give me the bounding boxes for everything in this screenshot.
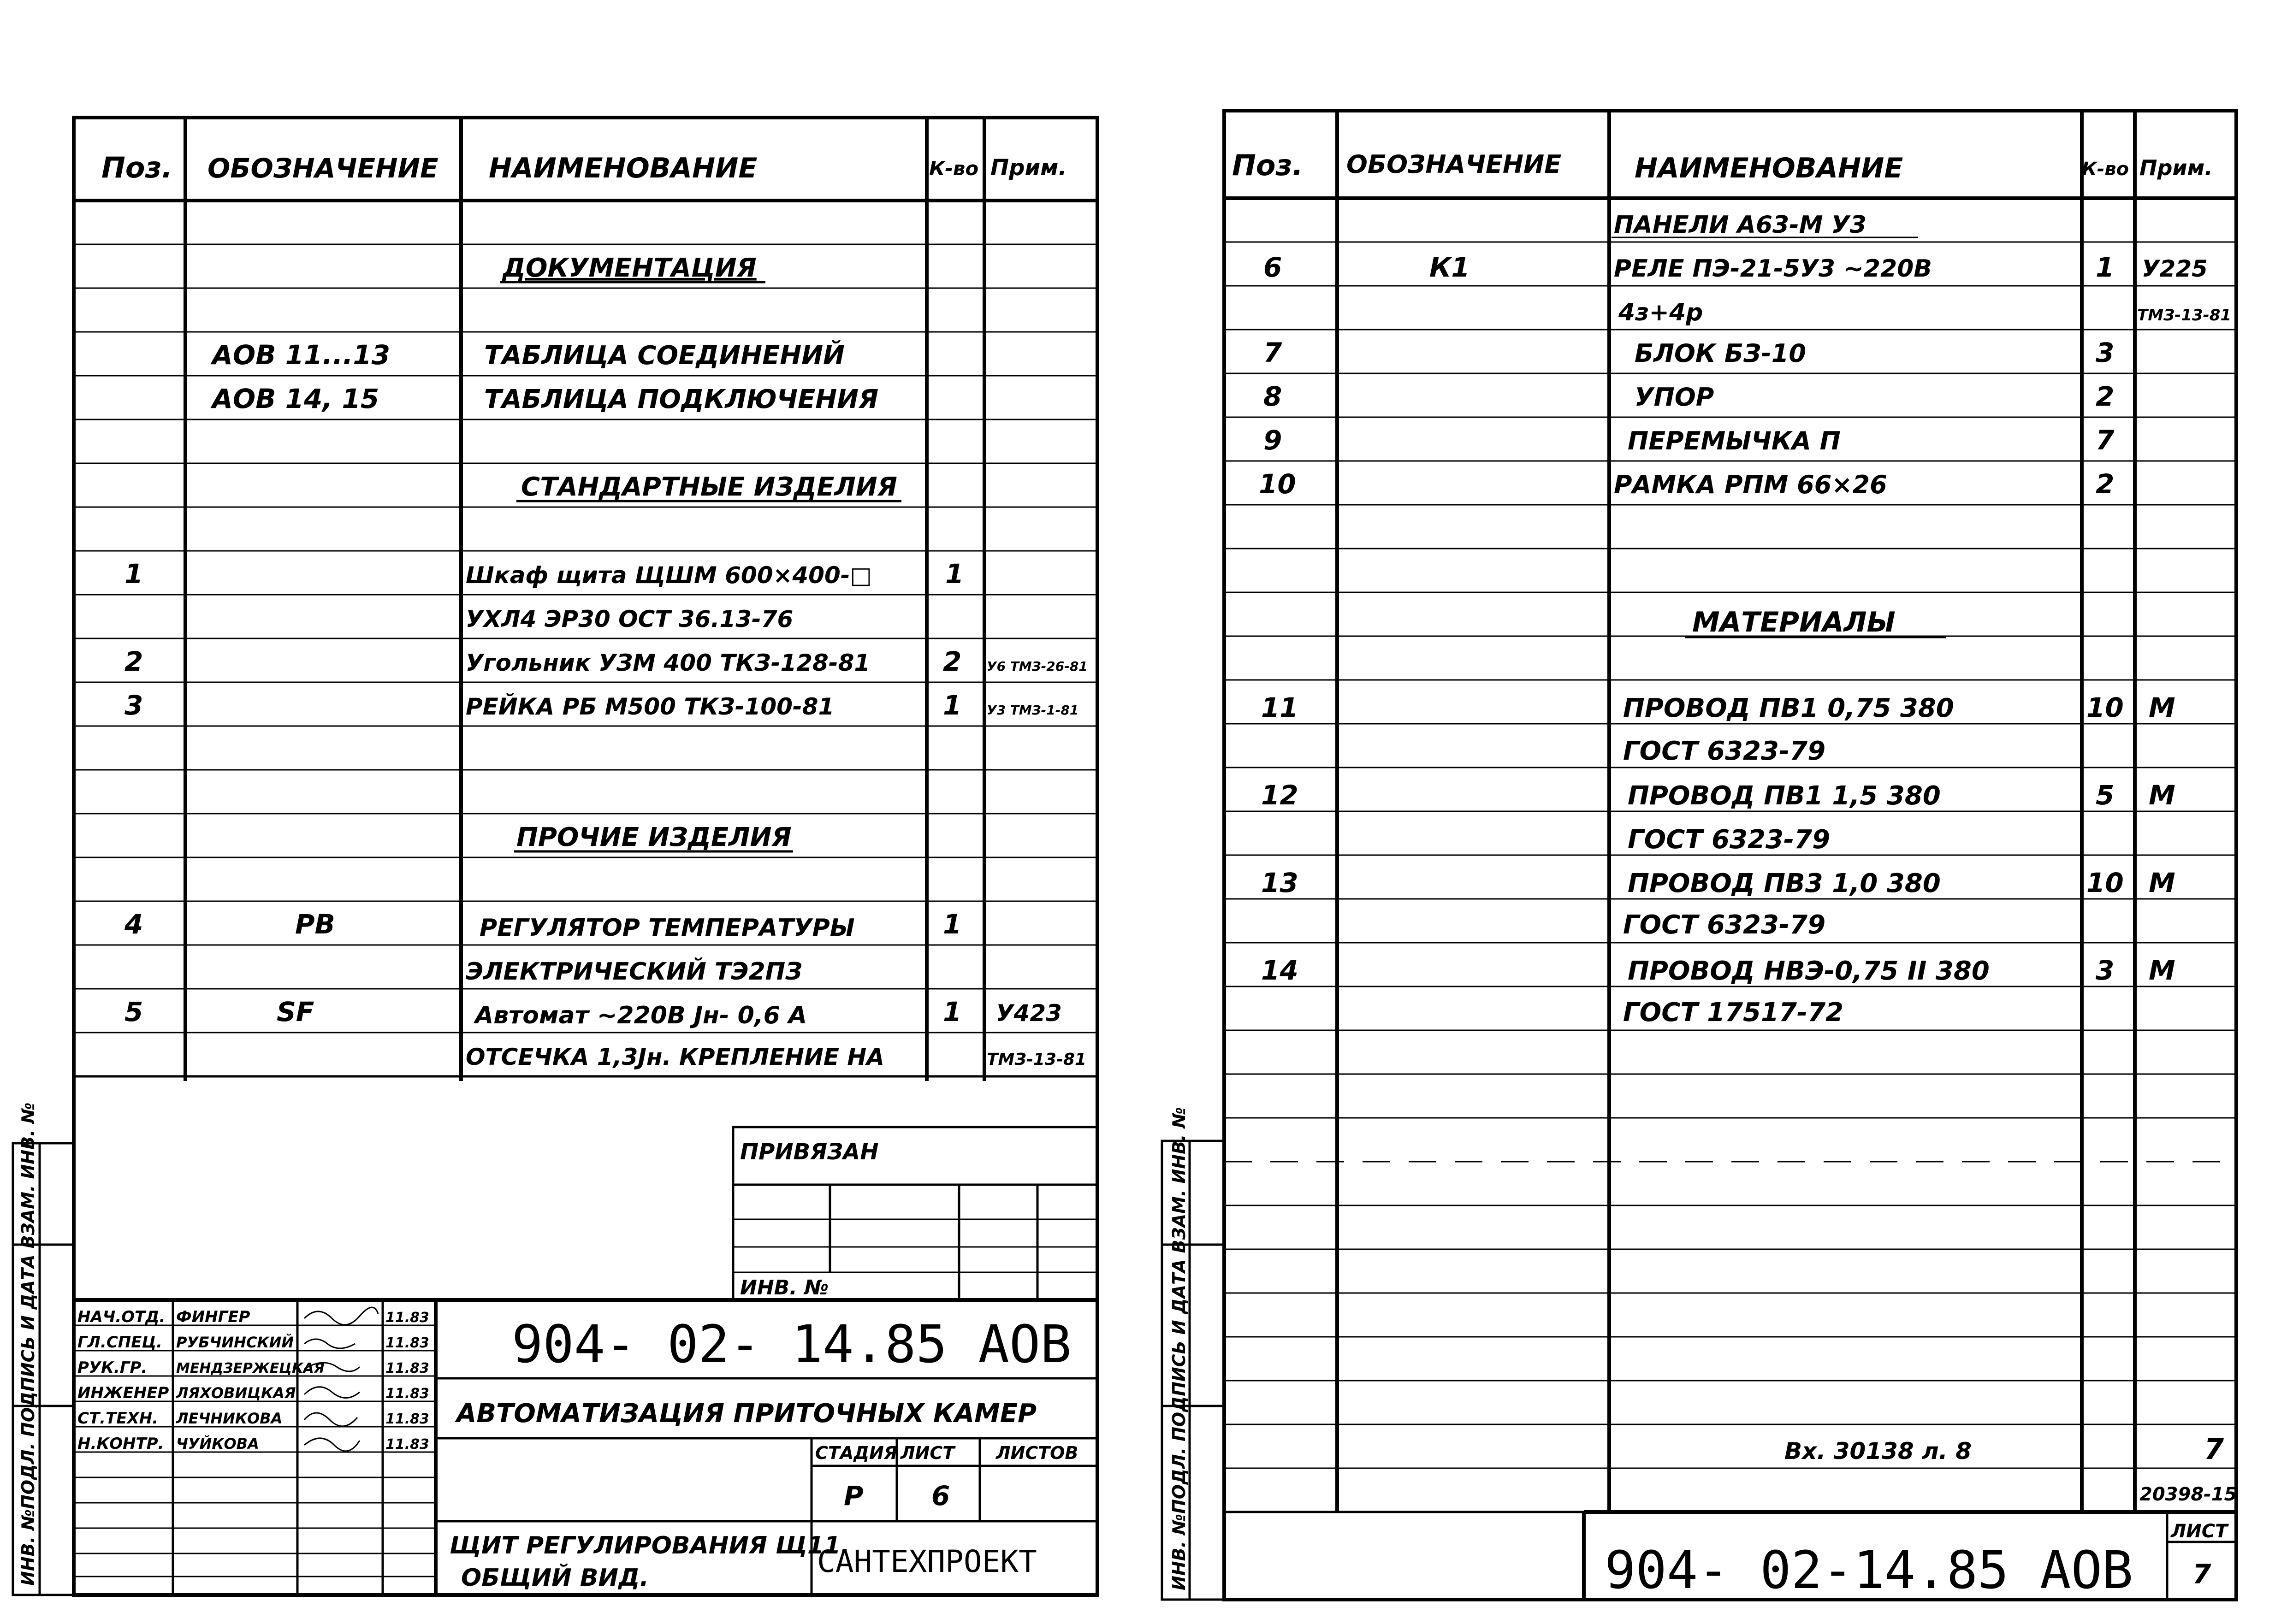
table-cell: 2 (124, 646, 143, 677)
table-cell: РАМКА РПМ 66×26 (1614, 470, 1887, 499)
left-sheet (13, 118, 1097, 1595)
right-sheet-number-note: 7 (2204, 1432, 2224, 1466)
table-cell: ПАНЕЛИ А63-М У3 (1614, 211, 1866, 239)
staff-role: СТ.ТЕХН. (77, 1409, 159, 1428)
drawing-title: ЩИТ РЕГУЛИРОВАНИЯ Щ11. (450, 1532, 850, 1559)
table-cell: 7 (1263, 337, 1282, 368)
table-cell: 12 (1261, 780, 1298, 811)
table-cell: 1 (943, 909, 962, 940)
title-block (74, 1300, 1097, 1595)
table-cell: УПОР (1635, 383, 1714, 412)
table-cell: РВ (295, 909, 335, 940)
table-cell: Угольник УЗМ 400 ТКЗ-128-81 (466, 650, 871, 676)
table-cell: 2 (943, 646, 962, 677)
incoming-handnote: Вх. 30138 л. 8 (1784, 1438, 1972, 1465)
table-cell: АОВ 14, 15 (212, 383, 379, 414)
staff-name: МЕНДЗЕРЖЕЦКАЯ (176, 1360, 325, 1376)
table-cell: SF (277, 996, 314, 1028)
right-header-designation: ОБОЗНАЧЕНИЕ (1346, 150, 1562, 179)
right-header-name: НАИМЕНОВАНИЕ (1635, 152, 1903, 184)
table-cell: 7 (2096, 425, 2115, 456)
staff-role: ИНЖЕНЕР (77, 1384, 169, 1402)
table-cell: 13 (1261, 867, 1298, 898)
table-cell: АОВ 11...13 (212, 339, 391, 371)
staff-role: РУК.ГР. (77, 1358, 148, 1377)
left-section-standard: СТАНДАРТНЫЕ ИЗДЕЛИЯ (521, 472, 897, 502)
table-cell: У6 ТМЗ-26-81 (987, 659, 1088, 674)
table-cell: М (2149, 867, 2175, 898)
staff-name: РУБЧИНСКИЙ (176, 1334, 294, 1351)
table-cell: 10 (2086, 692, 2124, 723)
left-header-name: НАИМЕНОВАНИЕ (489, 152, 758, 184)
table-cell: 2 (2096, 381, 2115, 412)
project-title: АВТОМАТИЗАЦИЯ ПРИТОЧНЫХ КАМЕР (456, 1399, 1037, 1429)
privyazan-label: ПРИВЯЗАН (740, 1139, 879, 1165)
table-cell: 8 (1263, 381, 1282, 412)
table-cell: 5 (124, 996, 143, 1028)
staff-name: ЛЯХОВИЦКАЯ (176, 1384, 296, 1402)
left-side-stamp: ИНВ. №ПОДЛ. ПОДПИСЬ И ДАТА ВЗАМ. ИНВ. № (18, 1102, 38, 1586)
table-cell: 4 (124, 909, 143, 940)
right-document-code: 904- 02-14.85 АОВ (1605, 1541, 2133, 1600)
table-cell: 6 (1263, 252, 1282, 283)
staff-date: 11.83 (385, 1310, 429, 1326)
staff-date: 11.83 (385, 1411, 429, 1427)
table-cell: 1 (124, 558, 143, 590)
table-cell: ТМЗ-13-81 (987, 1050, 1087, 1069)
table-cell: 3 (124, 690, 143, 721)
table-cell: 1 (943, 996, 962, 1028)
table-cell: М (2149, 780, 2175, 811)
company-name: САНТЕХПРОЕКТ (817, 1544, 1037, 1579)
staff-date: 11.83 (385, 1335, 429, 1351)
table-cell: 2 (2096, 468, 2115, 500)
table-cell: 3 (2096, 955, 2115, 986)
table-cell: 14 (1261, 955, 1298, 986)
table-cell: 4з+4р (1618, 299, 1703, 326)
table-cell: ТАБЛИЦА СОЕДИНЕНИЙ (484, 341, 845, 371)
sheet-label: ЛИСТ (901, 1443, 955, 1463)
staff-role: Н.КОНТР. (77, 1435, 164, 1453)
staff-name: ЛЕЧНИКОВА (176, 1410, 283, 1427)
stage-label: СТАДИЯ (815, 1443, 898, 1463)
stage-value: Р (844, 1480, 864, 1512)
table-cell: 10 (2086, 867, 2124, 898)
staff-date: 11.83 (385, 1436, 429, 1453)
right-header-pos: Поз. (1232, 148, 1304, 182)
table-cell: ПРОВОД НВЭ-0,75 II 380 (1628, 956, 1990, 986)
table-cell: 9 (1263, 425, 1282, 456)
table-cell: 11 (1261, 692, 1298, 723)
table-cell: 1 (943, 690, 962, 721)
table-cell: ГОСТ 6323-79 (1623, 736, 1826, 766)
table-cell: ГОСТ 6323-79 (1628, 825, 1831, 855)
left-header-designation: ОБОЗНАЧЕНИЕ (207, 153, 438, 184)
table-cell: РЕЙКА РБ М500 ТКЗ-100-81 (466, 693, 835, 720)
left-section-other: ПРОЧИЕ ИЗДЕЛИЯ (516, 822, 792, 852)
drawing-subtitle: ОБЩИЙ ВИД. (461, 1564, 649, 1592)
table-cell: 10 (1259, 468, 1296, 500)
table-cell: 3 (2096, 337, 2115, 368)
table-cell: Автомат ~220В Jн- 0,6 А (475, 1002, 807, 1029)
table-cell: УХЛ4 ЭР30 ОСТ 36.13-76 (466, 606, 794, 632)
staff-name: ФИНГЕР (176, 1308, 250, 1326)
table-cell: ЭЛЕКТРИЧЕСКИЙ ТЭ2ПЗ (466, 958, 803, 986)
left-header-note: Прим. (990, 155, 1067, 181)
right-section-materials: МАТЕРИАЛЫ (1692, 606, 1896, 638)
staff-list (77, 1308, 429, 1453)
sheet-value: 6 (931, 1480, 950, 1512)
table-cell: ГОСТ 17517-72 (1623, 998, 1844, 1028)
privyazan-block (733, 1127, 1097, 1300)
left-section-documentation: ДОКУМЕНТАЦИЯ (503, 253, 757, 283)
right-sheet (1162, 111, 2237, 1600)
table-cell: РЕЛЕ ПЭ-21-5У3 ~220В (1614, 255, 1932, 283)
inv-no-label: ИНВ. № (740, 1276, 829, 1299)
table-cell: ПРОВОД ПВ1 1,5 380 (1628, 781, 1941, 811)
document-code: 904- 02- 14.85 АОВ (512, 1315, 1072, 1375)
table-cell: ТАБЛИЦА ПОДКЛЮЧЕНИЯ (484, 384, 879, 414)
staff-date: 11.83 (385, 1386, 429, 1402)
table-cell: БЛОК БЗ-10 (1635, 339, 1806, 368)
right-header-qty: К-во (2082, 159, 2129, 180)
right-header-note: Прим. (2139, 155, 2213, 180)
table-cell: 1 (945, 558, 964, 590)
right-sheet-label: ЛИСТ (2171, 1521, 2228, 1542)
table-cell: У423 (996, 1000, 1062, 1027)
left-table-rows (124, 339, 1088, 1070)
table-cell: ПРОВОД ПВ1 0,75 380 (1623, 693, 1954, 723)
table-cell: М (2149, 692, 2175, 723)
sheets-label: ЛИСТОВ (996, 1443, 1078, 1463)
table-cell: ГОСТ 6323-79 (1623, 910, 1826, 940)
left-header-qty: К-во (929, 157, 979, 180)
table-cell: Шкаф щита ЩШМ 600×400-□ (466, 562, 872, 589)
table-cell: 1 (2096, 252, 2115, 283)
staff-date: 11.83 (385, 1360, 429, 1376)
staff-name: ЧУЙКОВА (176, 1435, 259, 1453)
staff-role: ГЛ.СПЕЦ. (77, 1333, 162, 1352)
table-cell: К1 (1429, 252, 1470, 283)
table-cell: ОТСЕЧКА 1,3Jн. КРЕПЛЕНИЕ НА (466, 1044, 884, 1070)
table-cell: ПЕРЕМЫЧКА П (1628, 426, 1841, 455)
archive-number: 20398-15 (2139, 1484, 2237, 1505)
table-cell: ТМЗ-13-81 (2137, 306, 2232, 325)
right-table-rows (1259, 211, 2231, 1028)
table-cell: М (2149, 955, 2175, 986)
left-header-pos: Поз. (101, 151, 173, 184)
table-cell: РЕГУЛЯТОР ТЕМПЕРАТУРЫ (480, 914, 855, 942)
table-cell: 5 (2096, 780, 2115, 811)
right-sheet-value: 7 (2192, 1559, 2211, 1590)
signatures (304, 1307, 378, 1451)
table-cell: У225 (2142, 255, 2208, 282)
right-side-stamp: ИНВ. №ПОДЛ. ПОДПИСЬ И ДАТА ВЗАМ. ИНВ. № (1169, 1107, 1189, 1590)
staff-role: НАЧ.ОТД. (77, 1308, 166, 1326)
table-cell: У3 ТМЗ-1-81 (987, 703, 1079, 718)
table-cell: ПРОВОД ПВ3 1,0 380 (1628, 868, 1941, 898)
